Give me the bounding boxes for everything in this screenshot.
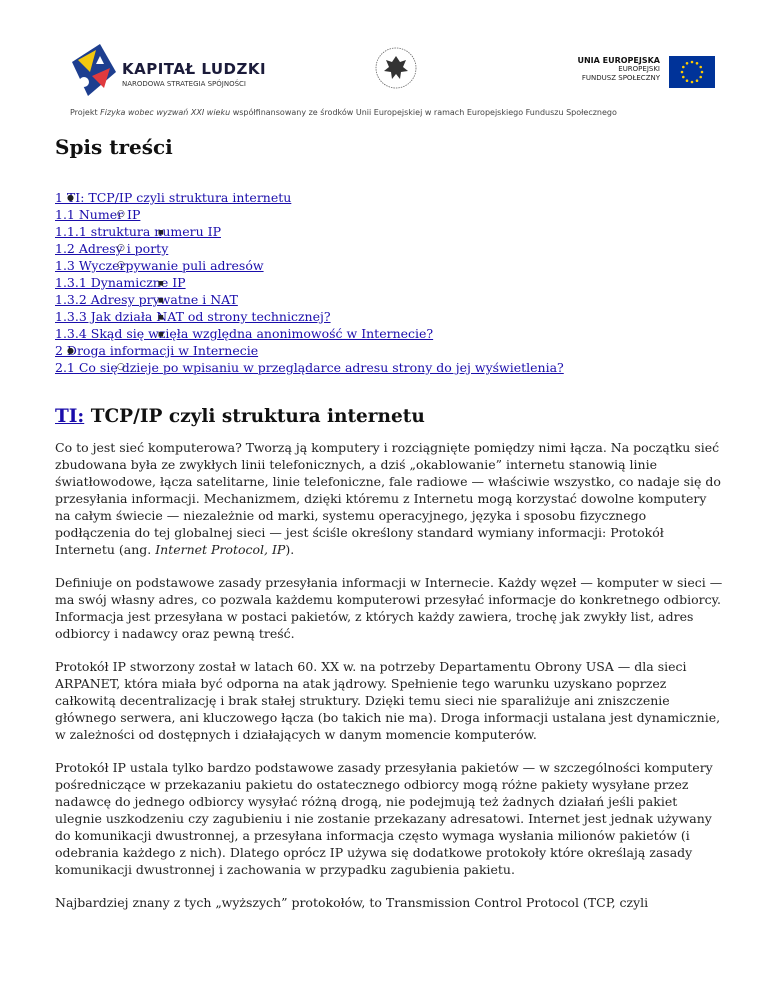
toc-item [55,240,725,257]
project-suffix: współfinansowany ze środków Unii Europejskiej w ramach Europejskiego Funduszu Społecznego [230,108,617,117]
toc-item [55,274,725,291]
toc-link-1[interactable]: 1 TI: TCP/IP czyli struktura internetu [55,190,292,205]
kapital-ludzki-logo [70,42,280,98]
eu-title: UNIA EUROPEJSKA [577,56,660,65]
section-heading [55,406,725,427]
toc-link-1-3-2[interactable]: 1.3.2 Adresy prywatne i NAT [55,292,238,307]
paragraph-1-end: ). [285,542,295,557]
toc-item [55,189,725,206]
article-content [55,135,725,911]
paragraph-5: Najbardziej znany z tych „wyższych” protokołów, to Transmission Control Protocol (TCP, czyli [55,895,649,910]
eu-text [577,56,660,83]
table-of-contents [55,189,725,376]
section-heading-link[interactable]: TI: [55,406,85,427]
eu-line2: EUROPEJSKI [618,65,660,73]
toc-link-1-1[interactable]: 1.1 Numer IP [55,207,141,222]
university-seal-icon [374,46,418,90]
toc-item [55,223,725,240]
page-header [0,0,768,117]
kapital-ludzki-subtitle: NARODOWA STRATEGIA SPÓJNOŚCI [122,80,246,88]
toc-item [55,359,725,376]
toc-link-1-2[interactable]: 1.2 Adresy i porty [55,241,169,256]
toc-item [55,206,725,223]
eu-logo [555,56,715,96]
toc-link-2-1[interactable]: 2.1 Co się dzieje po wpisaniu w przeglądarce adresu strony do jej wyświetlenia? [55,360,564,375]
toc-item [55,342,725,359]
toc-item [55,308,725,325]
project-note [70,108,617,117]
eu-flag-icon [669,56,715,88]
toc-item [55,325,725,342]
paragraph-1 [55,439,725,558]
project-prefix: Projekt [70,108,101,117]
paragraph-4: Protokół IP ustala tylko bardzo podstawowe zasady przesyłania pakietów — w szczególności komputery pośredniczące w przekazaniu pakietu do ostatecznego odbiorcy mogą różne pakiety wysyłane przez nadawcę do jednego odbiorcy wysyłać różną drogą, nie podejmują też żadnych działań jeśli pakiet ulegnie uszkodzeniu czy zagubieniu i nie zostanie przekazany adresatowi. Internet jest jednak używany do komunikacji dwustronnej, a przesyłana informacja często wymaga wysłania milionów pakietów (i odebrania każdego z nich). Dlatego oprócz IP używa się dodatkowe protokoły które określają zasady komunikacji dwustronnej i zachowania w przypadku zagubienia pakietu. [55,760,713,877]
kapital-ludzki-title: KAPITAŁ LUDZKI [122,60,267,78]
toc-link-1-1-1[interactable]: 1.1.1 struktura numeru IP [55,224,221,239]
toc-item [55,257,725,274]
paragraph-3: Protokół IP stworzony został w latach 60. XX w. na potrzeby Departamentu Obrony USA — dla sieci ARPANET, która miała być odporna na atak jądrowy. Spełnienie tego warunku uzyskano poprzez całkowitą decentralizację i brak stałej struktury. Dzięki temu sieci nie sparaliżuje ani zniszczenie głównego serwera, ani kluczowego łącza (bo takich nie ma). Droga informacji ustalana jest dynamicznie, w zależności od dostępnych i działających w danym momencie komputerów. [55,659,721,742]
kapital-ludzki-emblem-icon [70,42,118,98]
toc-link-1-3-4[interactable]: 1.3.4 Skąd się wzięła względna anonimowość w Internecie? [55,326,434,341]
toc-link-1-3-1[interactable]: 1.3.1 Dynamiczne IP [55,275,186,290]
toc-link-1-3-3[interactable]: 1.3.3 Jak działa NAT od strony technicznej? [55,309,331,324]
section-heading-text: TCP/IP czyli struktura internetu [84,406,425,427]
toc-title: Spis treści [55,135,173,159]
paragraph-1-italic: Internet Protocol, IP [155,542,286,557]
paragraph-1-main: Co to jest sieć komputerowa? Tworzą ją komputery i rozciągnięte pomiędzy nimi łącza. Na początku sieć zbudowana była ze zwykłych linii telefonicznych, a dziś „okablowanie” internetu stanowią linie światłowodowe, łącza satelitarne, linie telefoniczne, fale radiowe — właściwie wszystko, co nadaje się do przesyłania informacji. Mechanizmem, dzięki któremu z Internetu mogą korzystać dowolne komputery na całym świecie — niezależnie od marki, systemu operacyjnego, języka i sposobu fizycznego podłączenia do tej globalnej sieci — jest ściśle określony standard wymiany informacji: Protokół Internetu (ang. [55,440,721,557]
toc-link-1-3[interactable]: 1.3 Wyczerpywanie puli adresów [55,258,264,273]
toc-link-2[interactable]: 2 Droga informacji w Internecie [55,343,259,358]
project-title: Fizyka wobec wyzwań XXI wieku [100,108,231,117]
eu-line3: FUNDUSZ SPOŁECZNY [581,74,660,82]
paragraph-2: Definiuje on podstawowe zasady przesyłania informacji w Internecie. Każdy węzeł — komputer w sieci — ma swój własny adres, co pozwala każdemu komputerowi przesyłać informacje do konkretnego odbiorcy. Informacja jest przesyłana w postaci pakietów, z których każdy zawiera, trochę jak zwykły list, adres odbiorcy i nadawcy oraz pewną treść. [55,575,723,641]
toc-item [55,291,725,308]
